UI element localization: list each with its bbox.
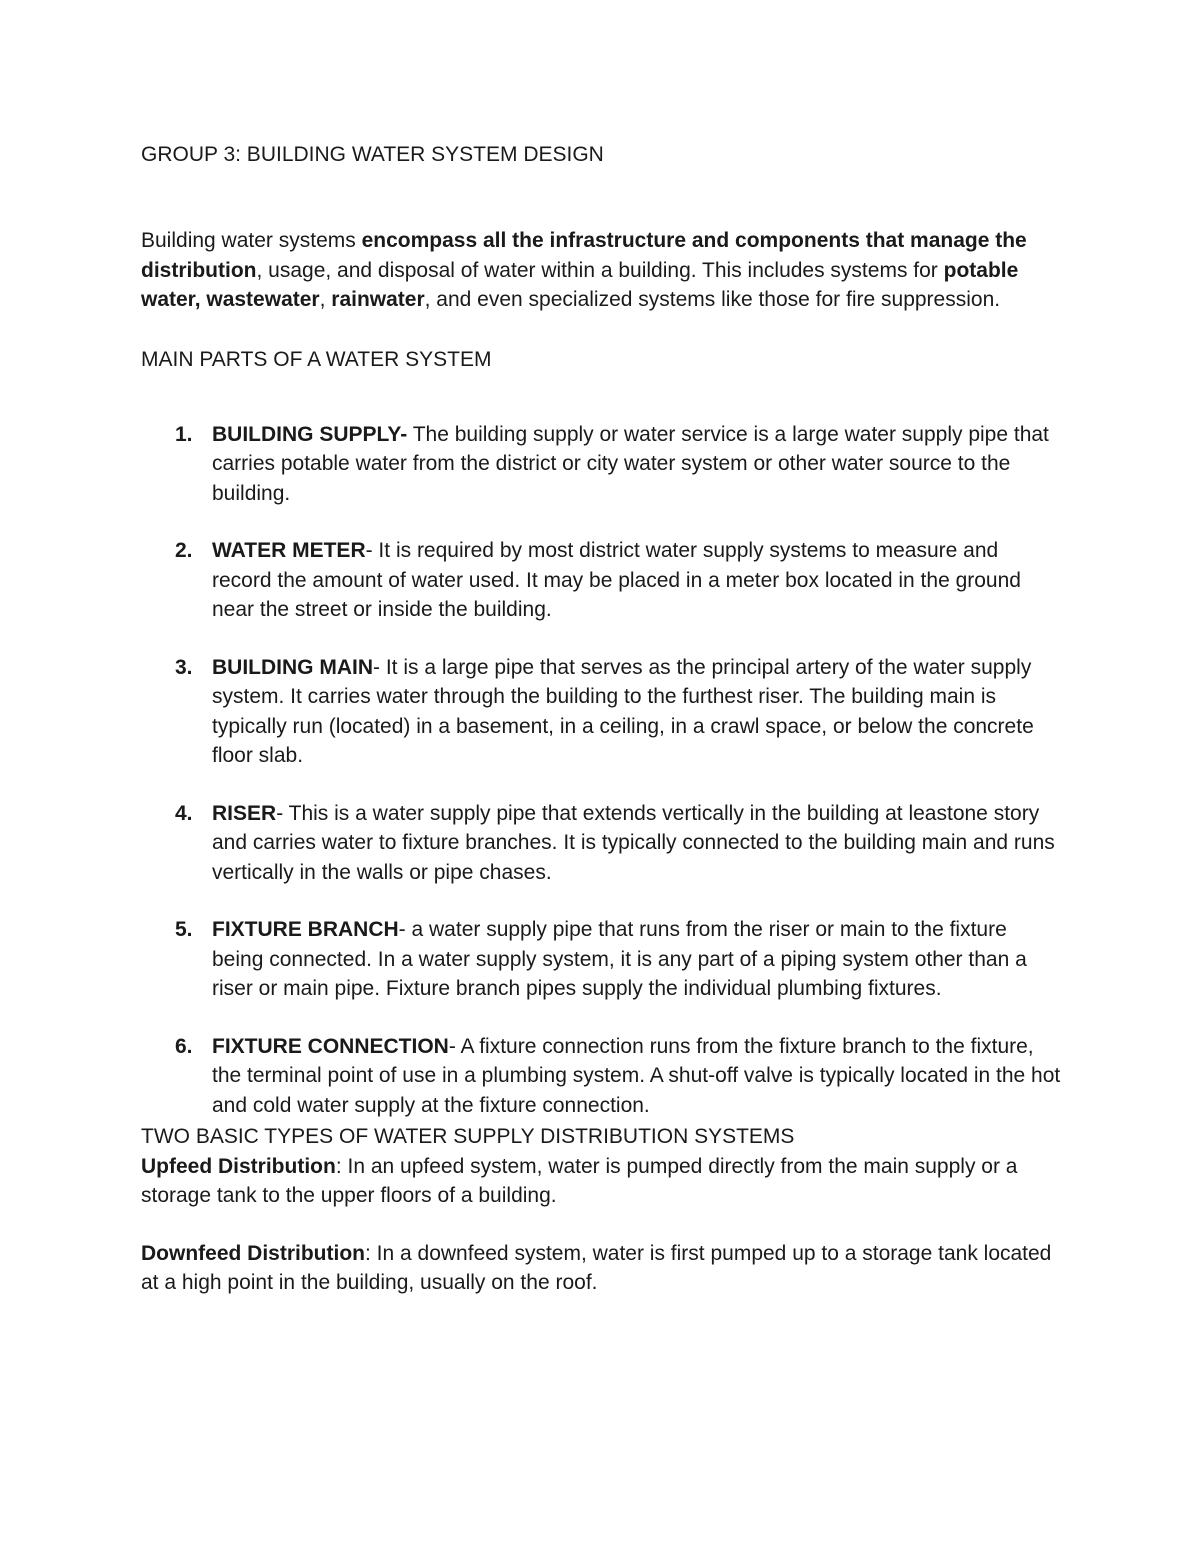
list-number: 4. (175, 801, 193, 825)
part-description: - It is a large pipe that serves as the principal artery of the water supply system. It carries water through the building to the furthest riser. The building main is typically run (located) in a basement, in a ceiling, in a crawl space, or below the concrete floor slab. (212, 655, 1034, 767)
list-item (141, 915, 1061, 1004)
list-item (141, 420, 1061, 509)
list-item (141, 799, 1061, 888)
list-number: 3. (175, 655, 193, 679)
intro-bold-3: rainwater (331, 288, 425, 311)
intro-text-1: Building water systems (141, 229, 362, 252)
intro-text-3: , (319, 288, 332, 311)
main-parts-heading: MAIN PARTS OF A WATER SYSTEM (141, 347, 492, 371)
distribution-types-heading: TWO BASIC TYPES OF WATER SUPPLY DISTRIBUTION SYSTEMS (141, 1125, 795, 1148)
list-item (141, 1032, 1061, 1121)
intro-paragraph (141, 226, 1061, 315)
part-description: - a water supply pipe that runs from the riser or main to the fixture being connected. In a water supply system, it is any part of a piping system other than a riser or main pipe. Fixture branch pipes supply the individual plumbing fixtures. (212, 918, 1027, 1000)
distribution-description: : In a downfeed system, water is first pumped up to a storage tank located at a high point in the building, usually on the roof. (141, 1241, 1052, 1294)
part-term: RISER (212, 801, 277, 825)
part-term: WATER METER (212, 539, 366, 562)
list-item (141, 536, 1061, 625)
upfeed-paragraph (141, 1152, 1061, 1211)
intro-text-4: , and even specialized systems like those for fire suppression. (424, 288, 1001, 311)
list-item (141, 653, 1061, 771)
intro-bold-2: potable water, wastewater (141, 258, 1019, 311)
distribution-description: : In an upfeed system, water is pumped directly from the main supply or a storage tank to the upper floors of a building. (141, 1154, 1018, 1207)
list-number: 5. (175, 918, 193, 941)
part-description: - It is required by most district water supply systems to measure and record the amount of water used. It may be placed in a meter box located in the ground near the street or inside the building. (212, 539, 1021, 621)
document-title: GROUP 3: BUILDING WATER SYSTEM DESIGN (141, 143, 604, 166)
intro-bold-1: encompass all the infrastructure and components that manage the distribution (141, 229, 1027, 282)
part-term: FIXTURE BRANCH (212, 918, 399, 941)
part-term: FIXTURE CONNECTION (212, 1034, 449, 1058)
part-description: The building supply or water service is a large water supply pipe that carries potable water from the district or city water system or other water source to the building. (212, 422, 1049, 505)
part-term: BUILDING MAIN (212, 655, 373, 679)
part-description: - A fixture connection runs from the fixture branch to the fixture, the terminal point of use in a plumbing system. A shut-off valve is typically located in the hot and cold water supply at the fixture connection. (212, 1034, 1061, 1117)
part-term: BUILDING SUPPLY- (212, 422, 408, 446)
list-number: 6. (175, 1034, 193, 1058)
list-number: 2. (175, 539, 193, 562)
intro-text-2: , usage, and disposal of water within a building. This includes systems for (256, 258, 944, 282)
document-page (141, 140, 1061, 1298)
main-parts-list (141, 420, 1061, 1121)
distribution-term: Upfeed Distribution (141, 1154, 336, 1178)
downfeed-paragraph (141, 1239, 1061, 1298)
list-number: 1. (175, 422, 193, 446)
part-description: - This is a water supply pipe that extends vertically in the building at leastone story and carries water to fixture branches. It is typically connected to the building main and runs vertically in the walls or pipe chases. (212, 801, 1055, 884)
distribution-term: Downfeed Distribution (141, 1241, 365, 1265)
